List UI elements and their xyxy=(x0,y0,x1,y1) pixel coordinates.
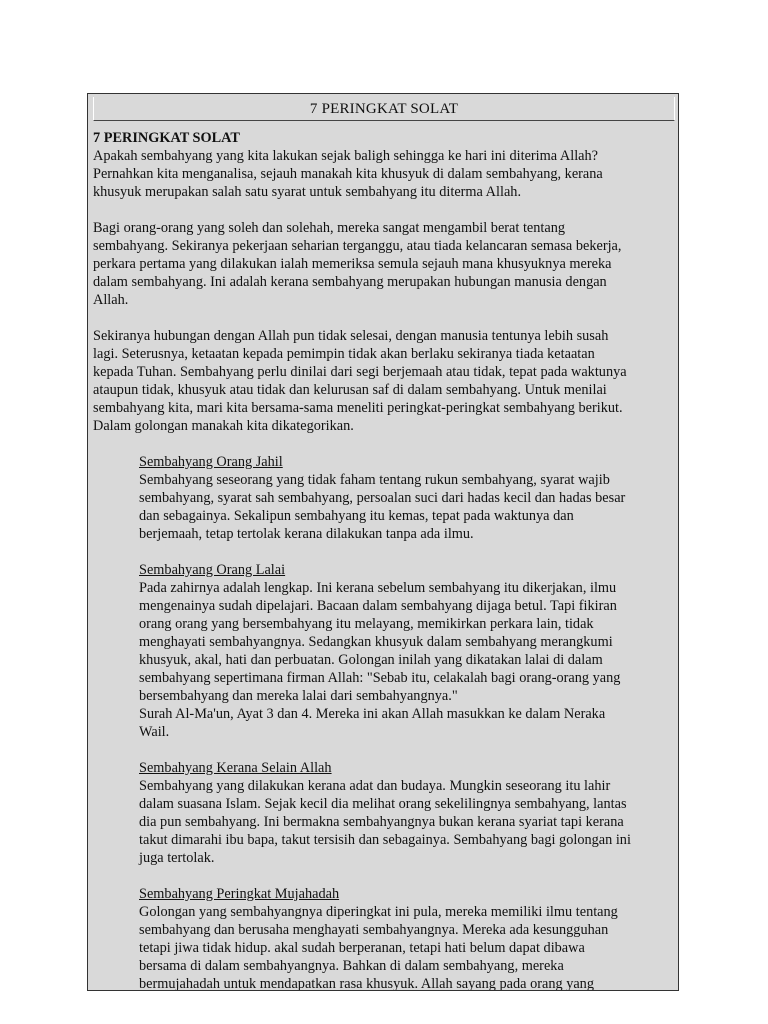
section-title: Sembahyang Orang Jahil xyxy=(139,454,283,470)
section-title: Sembahyang Orang Lalai xyxy=(139,562,286,578)
section-kerana-selain-allah xyxy=(139,759,668,867)
text-line: berjemaah, tetap tertolak kerana dilakukan tanpa ada ilmu. xyxy=(139,526,474,542)
body-title: 7 PERINGKAT SOLAT xyxy=(93,130,240,146)
text-line: khusyuk, akal, hati dan perbuatan. Golongan inilah yang dikatakan lalai di dalam xyxy=(139,652,603,668)
text-line: Allah. xyxy=(93,292,129,308)
section-title: Sembahyang Peringkat Mujahadah xyxy=(139,886,340,902)
text-line: tetapi jiwa tidak hidup. akal sudah berperanan, tetapi hati belum dapat dibawa xyxy=(139,940,585,956)
text-line: mengenainya sudah dipelajari. Bacaan dalam sembahyang dijaga betul. Tapi fikiran xyxy=(139,598,617,614)
text-line: Bagi orang-orang yang soleh dan solehah, mereka sangat mengambil berat tentang xyxy=(93,220,566,236)
text-line: bersama di dalam sembahyangnya. Bahkan di dalam sembahyang, mereka xyxy=(139,958,564,974)
text-line: dalam suasana Islam. Sejak kecil dia melihat orang sekelilingnya sembahyang, lantas xyxy=(139,796,627,812)
text-line: dia pun sembahyang. Ini bermakna sembahyangnya bukan kerana syariat tapi kerana xyxy=(139,814,624,830)
section-title: Sembahyang Kerana Selain Allah xyxy=(139,760,332,776)
text-line: dalam sembahyang. Ini adalah kerana sembahyang merupakan hubungan manusia dengan xyxy=(93,274,607,290)
text-line: Golongan yang sembahyangnya diperingkat ini pula, mereka memiliki ilmu tentang xyxy=(139,904,618,920)
text-line: sembahyang, syarat sah sembahyang, persoalan suci dari hadas kecil dan hadas besar xyxy=(139,490,626,506)
text-line: khusyuk merupakan salah satu syarat untuk sembahyang itu diterma Allah. xyxy=(93,184,522,200)
text-line: sembahyang sepertimana firman Allah: "Sebab itu, celakalah bagi orang-orang yang xyxy=(139,670,621,686)
document-body xyxy=(93,129,668,991)
intro-paragraph xyxy=(93,147,668,201)
document-frame xyxy=(87,93,679,991)
section-peringkat-mujahadah xyxy=(139,885,668,991)
text-line: ataupun tidak, khusyuk atau tidak dan kelurusan saf di dalam sembahyang. Untuk menilai xyxy=(93,382,607,398)
text-line: Sembahyang seseorang yang tidak faham tentang rukun sembahyang, syarat wajib xyxy=(139,472,610,488)
text-line: kepada Tuhan. Sembahyang perlu dinilai dari segi berjemaah atau tidak, tepat pada waktunya xyxy=(93,364,627,380)
section-orang-jahil xyxy=(139,453,668,543)
text-line: Sembahyang yang dilakukan kerana adat dan budaya. Mungkin seseorang itu lahir xyxy=(139,778,611,794)
text-line: juga tertolak. xyxy=(139,850,215,866)
text-line: Pernahkan kita menganalisa, sejauh manakah kita khusyuk di dalam sembahyang, kerana xyxy=(93,166,603,182)
text-line: Apakah sembahyang yang kita lakukan sejak baligh sehingga ke hari ini diterima Allah? xyxy=(93,148,599,164)
text-line: lagi. Seterusnya, ketaatan kepada pemimpin tidak akan berlaku sekiranya tiada ketaatan xyxy=(93,346,595,362)
text-line: bermujahadah untuk mendapatkan rasa khusyuk. Allah sayang pada orang yang xyxy=(139,976,594,991)
text-line: sembahyang. Sekiranya pekerjaan seharian terganggu, atau tiada kelancaran semasa bekerja, xyxy=(93,238,622,254)
text-line: Dalam golongan manakah kita dikategorikan. xyxy=(93,418,354,434)
text-line: Wail. xyxy=(139,724,170,740)
text-line: menghayati sembahyangnya. Sedangkan khusyuk dalam sembahyang merangkumi xyxy=(139,634,613,650)
paragraph-2 xyxy=(93,219,668,309)
text-line: orang orang yang bersembahyang itu melayang, memikirkan perkara lain, tidak xyxy=(139,616,594,632)
text-line: Surah Al-Ma'un, Ayat 3 dan 4. Mereka ini akan Allah masukkan ke dalam Neraka xyxy=(139,706,606,722)
text-line: sembahyang kita, mari kita bersama-sama meneliti peringkat-peringkat sembahyang berikut. xyxy=(93,400,623,416)
text-line: Pada zahirnya adalah lengkap. Ini kerana sebelum sembahyang itu dikerjakan, ilmu xyxy=(139,580,617,596)
text-line: dan sebagainya. Sekalipun sembahyang itu kemas, tepat pada waktunya dan xyxy=(139,508,574,524)
section-orang-lalai xyxy=(139,561,668,741)
text-line: bersembahyang dan mereka lalai dari sembahyangnya." xyxy=(139,688,458,704)
text-line: takut dimarahi ibu bapa, takut tersisih dan sebagainya. Sembahyang bagi golongan ini xyxy=(139,832,631,848)
text-line: sembahyang dan berusaha menghayati sembahyangnya. Mereka ada kesungguhan xyxy=(139,922,609,938)
text-line: perkara pertama yang dilakukan ialah memeriksa semula sejauh mana khusyuknya mereka xyxy=(93,256,612,272)
header-cell xyxy=(93,97,675,121)
header-title: 7 PERINGKAT SOLAT xyxy=(309,101,459,117)
paragraph-3 xyxy=(93,327,668,435)
text-line: Sekiranya hubungan dengan Allah pun tidak selesai, dengan manusia tentunya lebih susah xyxy=(93,328,609,344)
